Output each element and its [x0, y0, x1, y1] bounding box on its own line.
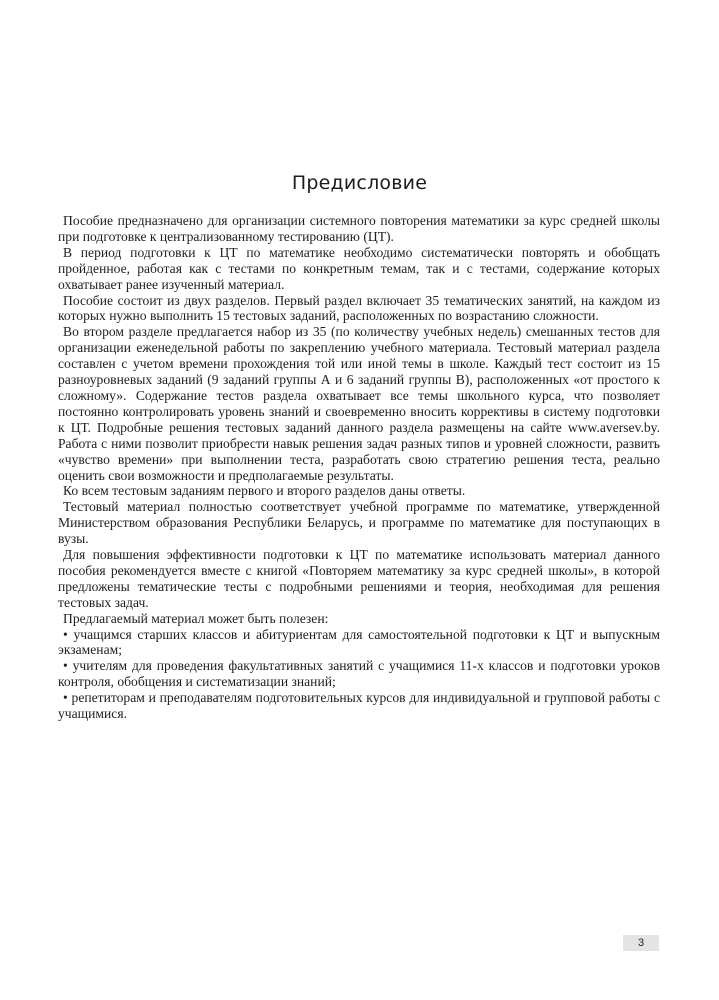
paragraph: Ко всем тестовым заданиям первого и второго разделов даны ответы.: [63, 483, 466, 499]
paragraph: Для повышения эффективности подготовки к ЦТ по математике использовать материал данного пособия рекомендуется вместе с книгой «Повторяем математику за курс средней школы», в которой предложены тематические тесты с подробными решениями и теория, необходимая для решения тестовых задач.: [58, 547, 660, 610]
list-item: • учащимся старших классов и абитуриентам для самостоятельной подготовки к ЦТ и выпускным экзаменам;: [58, 626, 660, 658]
page-number: 3: [623, 935, 659, 951]
list-item: • учителям для проведения факультативных занятий с учащимися 11-х классов и подготовки уроков контроля, обобщения и систематизации знаний;: [58, 658, 660, 690]
paragraph: Во втором разделе предлагается набор из 35 (по количеству учебных недель) смешанных тестов для организации еженедельной работы по закреплению учебного материала. Тестовый материал раздела составлен с учетом времени прохождения той или иной темы в школе. Каждый тест состоит из 15 разноуровневых заданий (9 заданий группы А и 6 заданий группы В), расположенных «от простого к сложному». Содержание тестов раздела охватывает все темы школьного курса, что позволяет постоянно контролировать уровень знаний и своевременно вносить коррективы в систему подготовки к ЦТ. Подробные решения тестовых заданий данного раздела размещены на сайте www.aversev.by. Работа с ними позволит приобрести навык решения задач разных типов и уровней сложности, развить «чувство времени» при выполнении теста, разработать свою стратегию решения теста, реально оценить свои возможности и предполагаемые результаты.: [58, 324, 660, 483]
list-item: • репетиторам и преподавателям подготовительных курсов для индивидуальной и групповой работы с учащимися.: [58, 690, 660, 722]
paragraph: Предлагаемый материал может быть полезен:: [63, 610, 329, 626]
paragraph: Пособие состоит из двух разделов. Первый раздел включает 35 тематических занятий, на каждом из которых нужно выполнить 15 тестовых заданий, расположенных по возрастанию сложности.: [58, 292, 660, 324]
paragraph: В период подготовки к ЦТ по математике необходимо систематически повторять и обобщать пройденное, работая как с тестами по конкретным темам, так и с тестами, содержание которых охватывает ранее изученный материал.: [58, 244, 660, 292]
page-title: Предисловие: [291, 172, 428, 194]
preface-body: [58, 213, 660, 722]
paragraph: Пособие предназначено для организации системного повторения математики за курс средней школы при подготовке к централизованному тестированию (ЦТ).: [58, 213, 660, 244]
paragraph: Тестовый материал полностью соответствует учебной программе по математике, утвержденной Министерством образования Республики Беларусь, и программе по математике для поступающих в вузы.: [58, 499, 660, 547]
